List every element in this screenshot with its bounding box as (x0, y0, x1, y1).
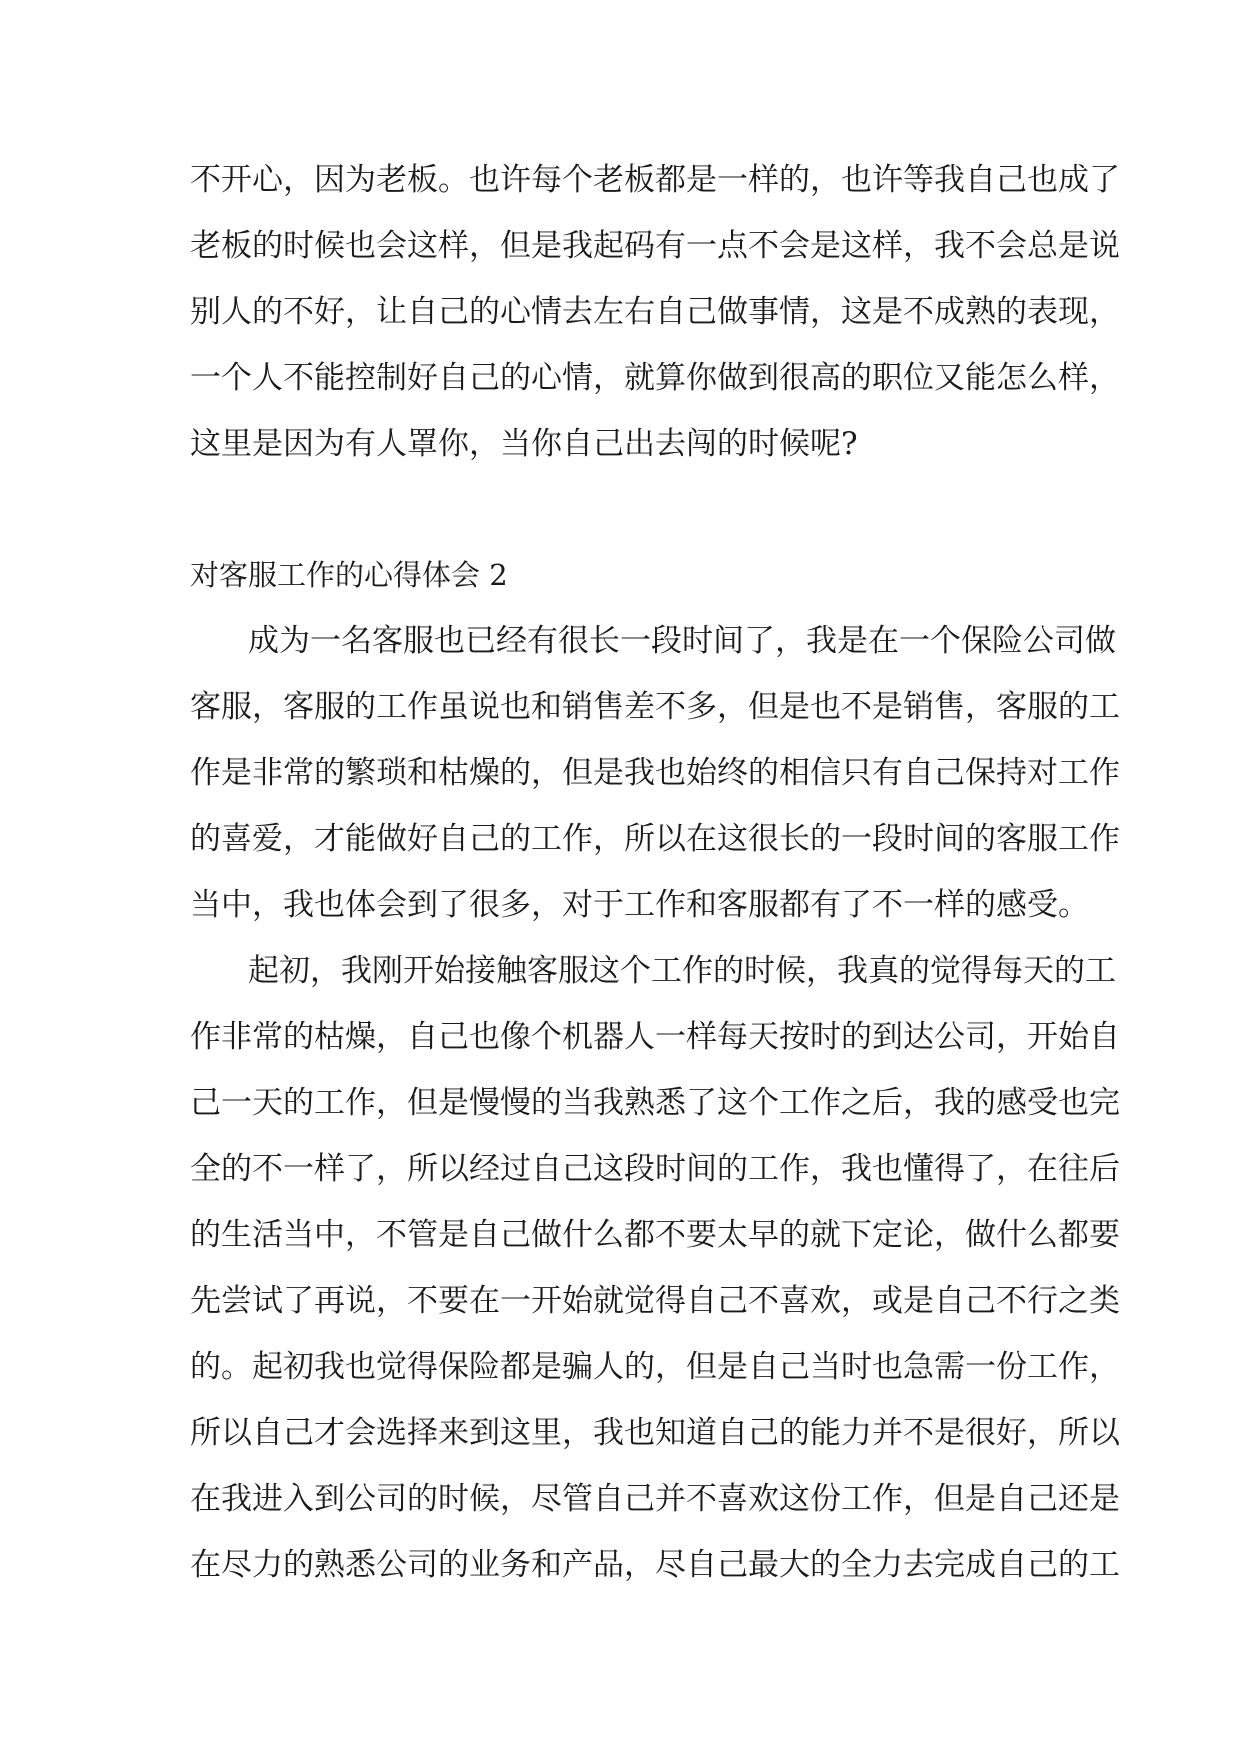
text-line: 在我进入到公司的时候，尽管自己并不喜欢这份工作，但是自己还是 (190, 1481, 1120, 1517)
text-line: 作是非常的繁琐和枯燥的，但是我也始终的相信只有自己保持对工作 (190, 755, 1120, 791)
text-line: 先尝试了再说，不要在一开始就觉得自己不喜欢，或是自己不行之类 (190, 1283, 1120, 1319)
text-line: 这里是因为有人罩你，当你自己出去闯的时候呢? (190, 426, 858, 462)
text-line: 己一天的工作，但是慢慢的当我熟悉了这个工作之后，我的感受也完 (190, 1085, 1120, 1121)
text-line: 作非常的枯燥，自己也像个机器人一样每天按时的到达公司，开始自 (190, 1019, 1120, 1055)
text-line: 的喜爱，才能做好自己的工作，所以在这很长的一段时间的客服工作 (190, 821, 1120, 857)
text-line: 别人的不好，让自己的心情去左右自己做事情，这是不成熟的表现， (190, 294, 1120, 330)
text-line: 老板的时候也会这样，但是我起码有一点不会是这样，我不会总是说 (190, 228, 1120, 264)
text-line: 在尽力的熟悉公司的业务和产品，尽自己最大的全力去完成自己的工 (190, 1547, 1120, 1583)
text-line: 的生活当中，不管是自己做什么都不要太早的就下定论，做什么都要 (190, 1217, 1120, 1253)
text-line: 起初，我刚开始接触客服这个工作的时候，我真的觉得每天的工 (248, 953, 1116, 989)
text-line: 全的不一样了，所以经过自己这段时间的工作，我也懂得了，在往后 (190, 1151, 1120, 1187)
text-line: 成为一名客服也已经有很长一段时间了，我是在一个保险公司做 (248, 623, 1116, 659)
text-line: 所以自己才会选择来到这里，我也知道自己的能力并不是很好，所以 (190, 1415, 1120, 1451)
section-heading: 对客服工作的心得体会 2 (190, 558, 508, 592)
text-line: 一个人不能控制好自己的心情，就算你做到很高的职位又能怎么样， (190, 360, 1120, 396)
text-line: 客服，客服的工作虽说也和销售差不多，但是也不是销售，客服的工 (190, 689, 1120, 725)
text-line: 不开心，因为老板。也许每个老板都是一样的，也许等我自己也成了 (190, 162, 1120, 198)
text-line: 当中，我也体会到了很多，对于工作和客服都有了不一样的感受。 (190, 887, 1089, 923)
text-line: 的。起初我也觉得保险都是骗人的，但是自己当时也急需一份工作， (190, 1349, 1120, 1385)
